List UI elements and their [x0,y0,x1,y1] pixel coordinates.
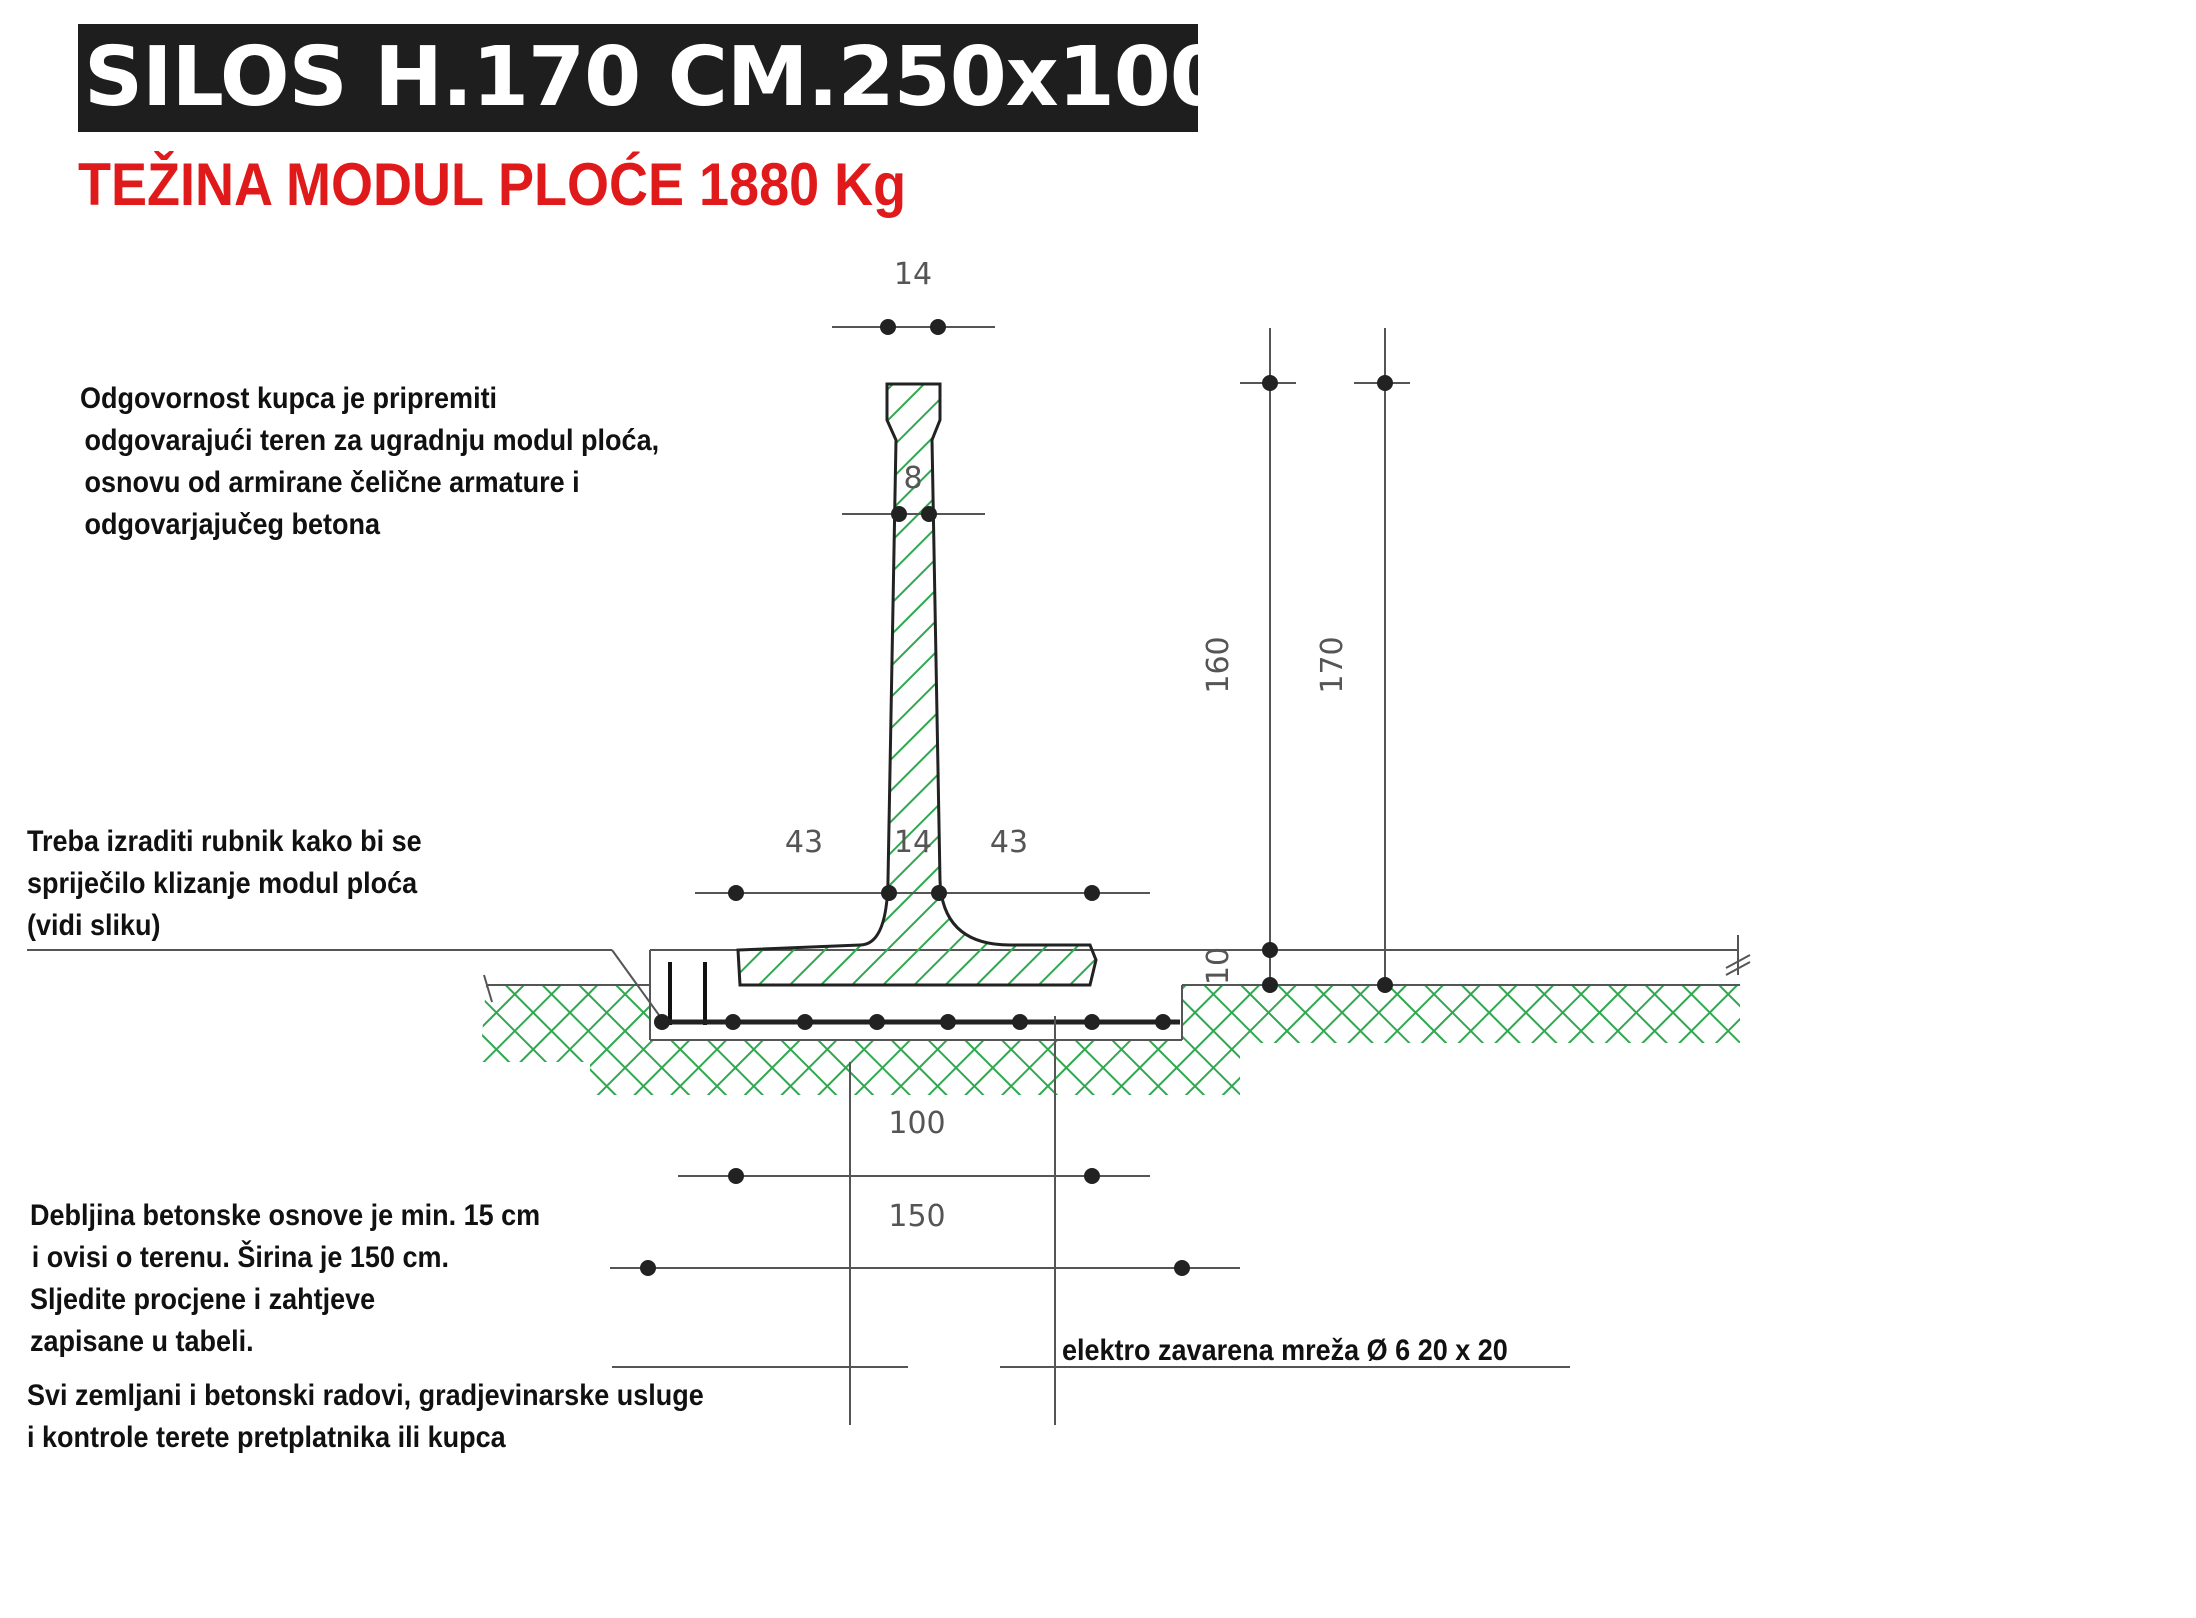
rebar-mesh [654,1014,1180,1030]
dim-neck: 8 [903,461,923,496]
dim-height-total: 170 [1315,636,1350,694]
note-line: i kontrole terete pretplatnika ili kupca [27,1421,506,1454]
dim-panel-width: 100 [888,1106,946,1141]
note-line: odgovarjajučeg betona [84,508,381,541]
curb-posts [670,962,705,1025]
dim-top-width: 14 [893,257,933,292]
note-line: osnovu od armirane čelične armature i [84,466,580,499]
note-mesh: elektro zavarena mreža Ø 6 20 x 20 [1062,1334,1508,1367]
weight-subtitle: TEŽINA MODUL PLOĆE 1880 Kg [78,151,907,218]
dim-base-right: 43 [989,825,1029,860]
dim-base-thickness: 10 [1201,946,1236,986]
drawing-title: SILOS H.170 CM.250x100xH.170 [78,24,1198,132]
note-line: spriječilo klizanje modul ploća [27,867,418,900]
dimension-lines [610,327,1570,1425]
note-line: zapisane u tabeli. [30,1325,254,1358]
dim-height-inner: 160 [1201,636,1236,694]
dim-base-mid: 14 [893,825,933,860]
dim-base-left: 43 [784,825,824,860]
dimension-ticks [640,319,1393,1276]
note-line: Odgovornost kupca je pripremiti [80,382,498,415]
dim-foundation-width: 150 [888,1199,946,1234]
note-line: Debljina betonske osnove je min. 15 cm [30,1199,541,1232]
note-line: Sljedite procjene i zahtjeve [30,1283,376,1316]
note-line: i ovisi o terenu. Širina je 150 cm. [31,1241,449,1274]
note-line: Treba izraditi rubnik kako bi se [27,825,422,858]
note-line: (vidi sliku) [27,909,161,942]
note-line: odgovarajući teren za ugradnju modul ploća, [84,424,660,457]
note-line: Svi zemljani i betonski radovi, gradjevinarske usluge [27,1379,704,1412]
